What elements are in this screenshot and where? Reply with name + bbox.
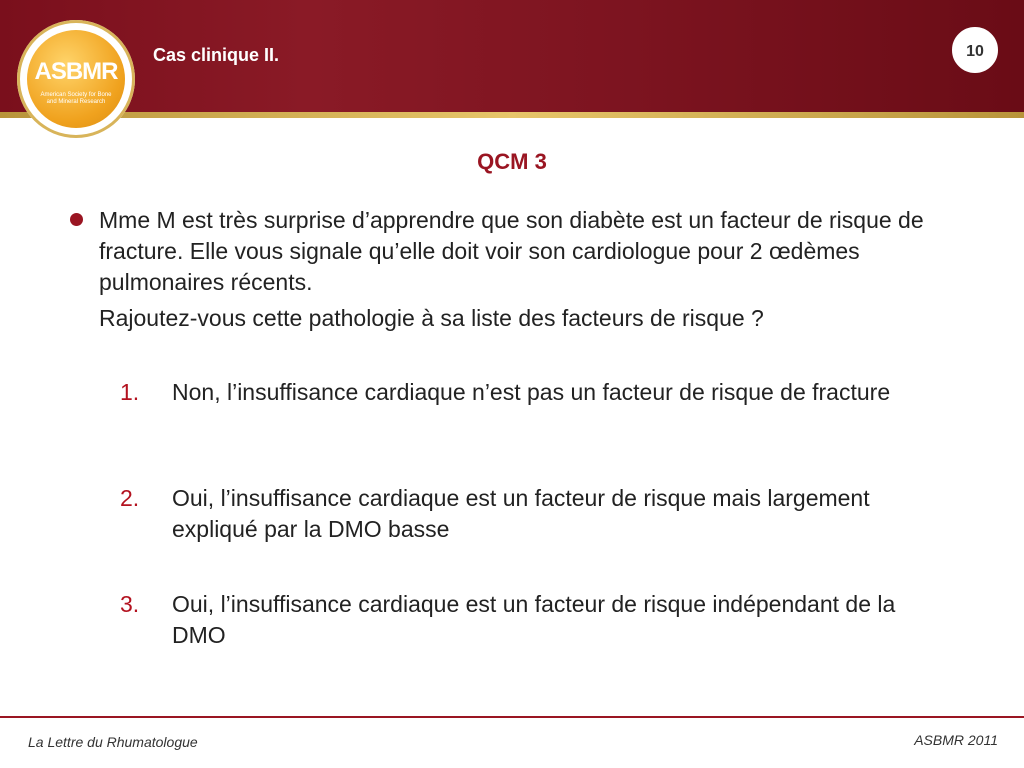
option-text: Oui, l’insuffisance cardiaque est un facteur de risque mais largement expliqué par la DMO basse (172, 485, 870, 542)
question-text: Rajoutez-vous cette pathologie à sa liste des facteurs de risque ? (99, 305, 764, 331)
option-text: Non, l’insuffisance cardiaque n’est pas un facteur de risque de fracture (172, 379, 891, 405)
footer-copyright: ASBMR 2011 (914, 732, 998, 748)
option-number: 1. (120, 379, 140, 405)
option-text: Oui, l’insuffisance cardiaque est un facteur de risque indépendant de la DMO (172, 591, 896, 648)
logo-name: ASBMR (34, 58, 118, 85)
question-heading: QCM 3 (477, 149, 547, 174)
bullet-icon (70, 213, 83, 226)
asbmr-logo (17, 20, 135, 138)
slide-title: Cas clinique II. (153, 45, 280, 65)
case-intro: Mme M est très surprise d’apprendre que son diabète est un facteur de risque de fracture. Elle vous signale qu’elle doit voir son cardiologue pour 2 œdèmes pulmonaires récents. (99, 207, 924, 295)
option-number: 2. (120, 485, 140, 511)
logo-subtitle: American Society for Bone and Mineral Research (40, 92, 112, 105)
logo-emblem (27, 30, 125, 128)
footer-divider (0, 716, 1024, 718)
header-gold-line (0, 112, 1024, 118)
footer-source: La Lettre du Rhumatologue (28, 734, 198, 750)
option-number: 3. (120, 591, 140, 617)
page-number-badge: 10 (952, 27, 998, 73)
